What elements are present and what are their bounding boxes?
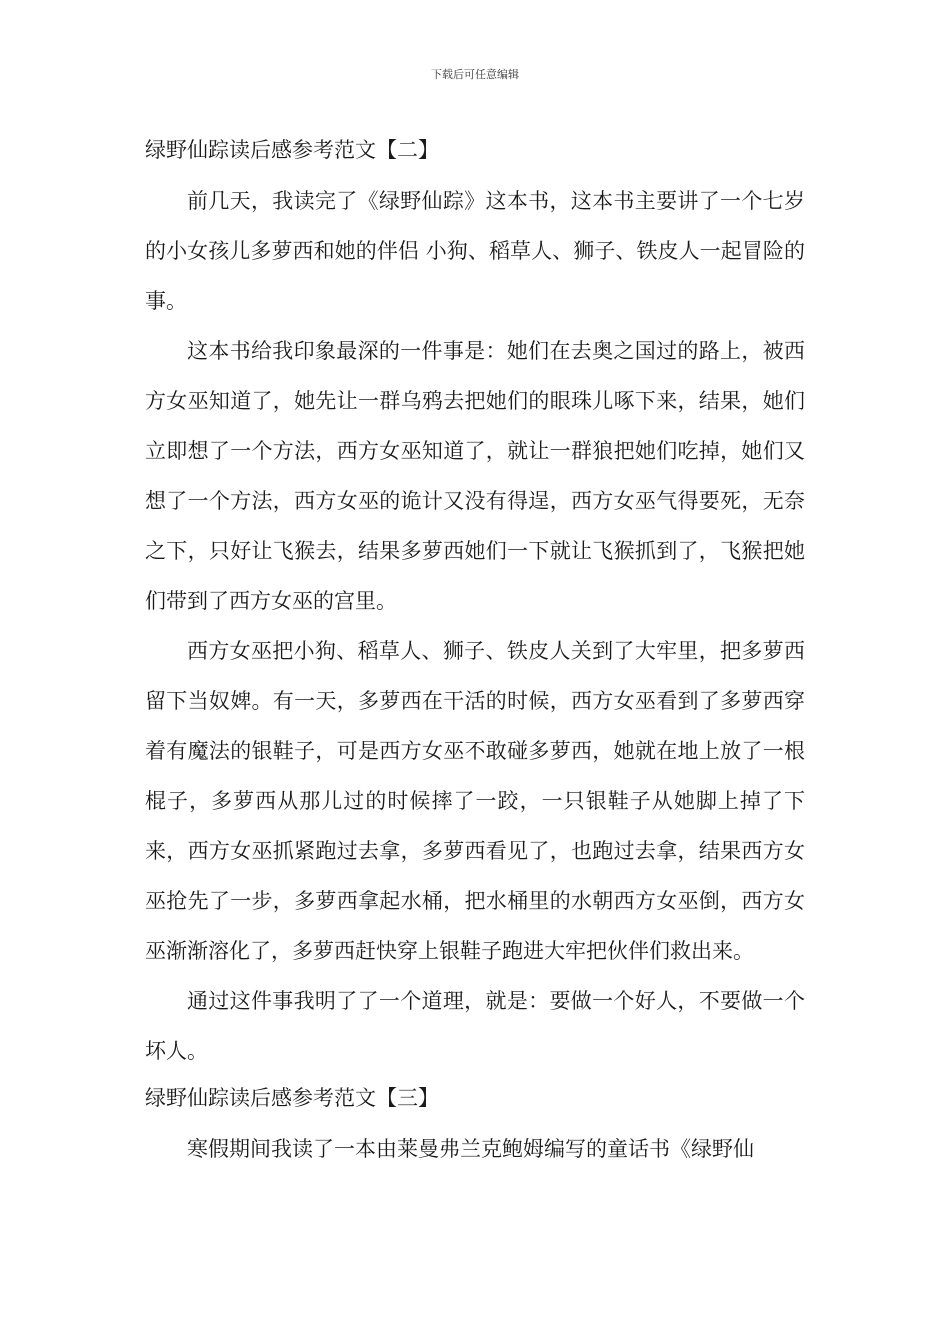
section-three — [145, 1076, 805, 1174]
section-two-paragraph-4: 通过这件事我明了了一个道理，就是：要做一个好人，不要做一个坏人。 — [145, 989, 805, 1063]
section-two-paragraph-2: 这本书给我印象最深的一件事是：她们在去奥之国过的路上，被西方女巫知道了，她先让一群乌鸦去把她们的眼珠儿啄下来，结果，她们立即想了一个方法，西方女巫知道了，就让一群狼把她们吃掉，她们又想了一个方法，西方女巫的诡计又没有得逞，西方女巫气得要死，无奈之下，只好让飞猴去，结果多萝西她们一下就让飞猴抓到了，飞猴把她们带到了西方女巫的宫里。 — [145, 339, 805, 613]
section-two-paragraph-3: 西方女巫把小狗、稻草人、狮子、铁皮人关到了大牢里，把多萝西留下当奴婢。有一天，多萝西在干活的时候，西方女巫看到了多萝西穿着有魔法的银鞋子，可是西方女巫不敢碰多萝西，她就在地上放了一根棍子，多萝西从那儿过的时候摔了一跤，一只银鞋子从她脚上掉了下来，西方女巫抓紧跑过去拿，多萝西看见了，也跑过去拿，结果西方女巫抢先了一步，多萝西拿起水桶，把水桶里的水朝西方女巫倒，西方女巫渐渐溶化了，多萝西赶快穿上银鞋子跑进大牢把伙伴们救出来。 — [145, 639, 805, 963]
section-three-paragraph-1: 寒假期间我读了一本由莱曼弗兰克鲍姆编写的童话书《绿野仙 — [187, 1137, 754, 1161]
section-two-paragraph-1: 前几天，我读完了《绿野仙踪》这本书，这本书主要讲了一个七岁的小女孩儿多萝西和她的伴侣 小狗、稻草人、狮子、铁皮人一起冒险的事。 — [145, 189, 805, 313]
document-body — [145, 128, 805, 1174]
page-header-note: 下载后可任意编辑 — [431, 68, 519, 81]
section-two-title: 绿野仙踪读后感参考范文【二】 — [145, 138, 439, 162]
section-three-title: 绿野仙踪读后感参考范文【三】 — [145, 1086, 439, 1110]
section-two — [145, 128, 805, 1076]
